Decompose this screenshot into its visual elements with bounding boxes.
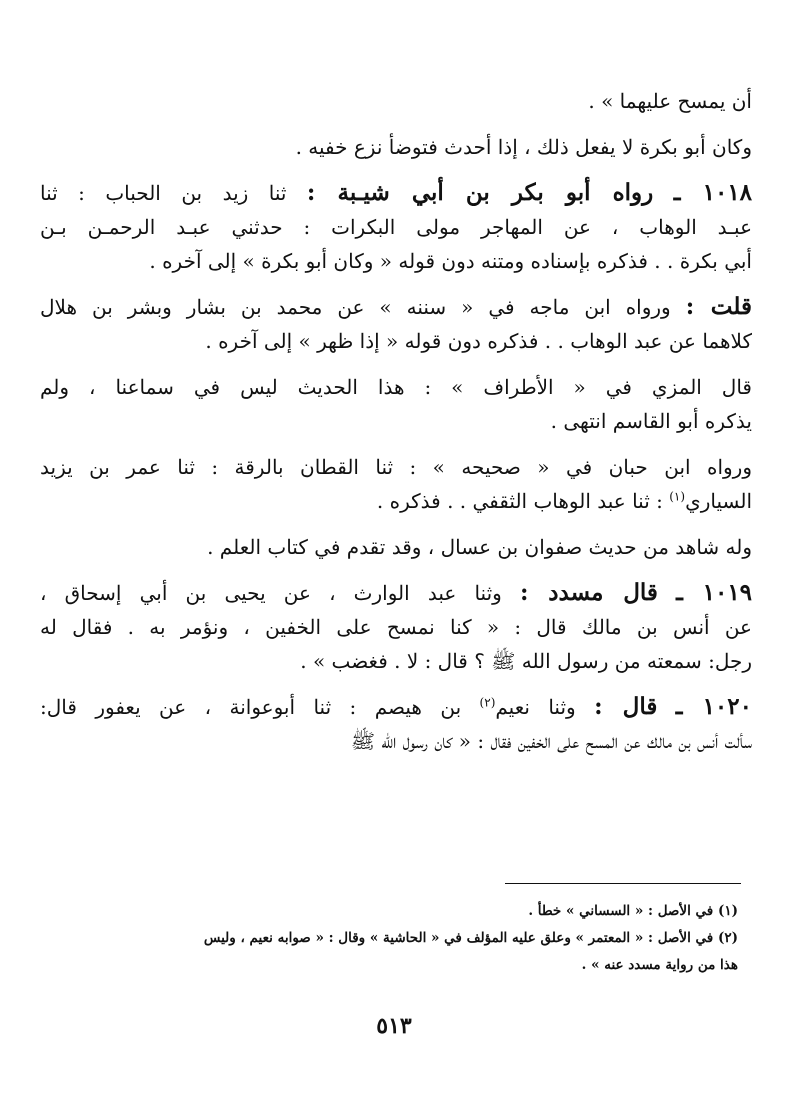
page-body	[40, 84, 752, 758]
text-line-1: أن يمسح عليهما » .	[588, 89, 752, 113]
text-line-8: قال المزي في « الأطراف » : هذا الحديث ليس في سماعنا ، ولم	[40, 375, 752, 399]
hadith-1019-rest: وثنا عبد الوارث ، عن يحيى بن أبي إسحاق ،	[40, 581, 502, 605]
text-line-10: ورواه ابن حبان في « صحيحه » : ثنا القطان بالرقة : ثنا عمر بن يزيد	[40, 455, 752, 479]
text-line-15: رجل: سمعته من رسول الله ﷺ ؟ قال : لا . فغضب » .	[300, 649, 752, 673]
text-line-17: سألت أنس بن مالك عن المسح على الخفين فقال : « كان رسول الله ﷺ	[350, 729, 752, 753]
hadith-number-1019: ١٠١٩ ـ	[676, 579, 752, 606]
page-number: ٥١٣	[376, 1013, 412, 1039]
text-line-5: أبي بكرة . . فذكره بإسناده ومتنه دون قوله « وكان أبو بكرة » إلى آخره .	[149, 249, 752, 273]
qult-line	[40, 290, 752, 324]
hadith-1019-heading-line	[40, 576, 752, 610]
hadith-1020-heading-line	[40, 690, 752, 724]
hadith-1019-lead: قال مسدد :	[519, 579, 658, 606]
sayyari-word: السياري	[685, 489, 752, 513]
text-line-4: عبـد الوهاب ، عن المهاجر مولى البكرات : حدثني عبـد الرحمـن بـن	[40, 215, 752, 239]
hadith-1018-heading-line	[40, 176, 752, 210]
footnote-ref-1: (١)	[669, 489, 686, 504]
hadith-number-1018: ١٠١٨ ـ	[673, 179, 752, 206]
text-line-11-rest: : ثنا عبد الوهاب الثقفي . . فذكره .	[376, 489, 663, 513]
text-line-7: كلاهما عن عبد الوهاب . . فذكره دون قوله « إذا ظهر » إلى آخره .	[205, 329, 752, 353]
hadith-1020-rest-a: وثنا نعيم	[495, 695, 576, 719]
hadith-1020-lead: قال :	[594, 693, 658, 720]
footnote-1: (١) في الأصل : « السساني » خطأ .	[528, 903, 738, 919]
text-line-12: وله شاهد من حديث صفوان بن عسال ، وقد تقدم في كتاب العلم .	[207, 535, 752, 559]
footnote-ref-2: (٢)	[479, 695, 496, 710]
text-line-11	[40, 484, 752, 518]
hadith-1018-lead: رواه أبو بكر بن أبي شيـبة :	[306, 179, 654, 206]
hadith-1020-rest-b: بن هيصم : ثنا أبوعوانة ، عن يعفور قال:	[40, 695, 462, 719]
footnote-2-line-2: هذا من رواية مسدد عنه » .	[581, 957, 738, 973]
text-line-14: عن أنس بن مالك قال : « كنا نمسح على الخفين ، ونؤمر به . فقال له	[40, 615, 752, 639]
qult-word: قلت :	[685, 293, 752, 320]
hadith-1018-rest: ثنا زيد بن الحباب : ثنا	[40, 181, 287, 205]
text-line-2: وكان أبو بكرة لا يفعل ذلك ، إذا أحدث فتوضأ نزع خفيه .	[295, 135, 752, 159]
qult-rest: ورواه ابن ماجه في « سننه » عن محمد بن بشار وبشر بن هلال	[40, 295, 671, 319]
footnotes	[150, 898, 738, 979]
footnote-2-line-1: (٢) في الأصل : « المعتمر » وعلق عليه المؤلف في « الحاشية » وقال : « صوابه نعيم ، وليس	[203, 930, 738, 946]
text-line-9: يذكره أبو القاسم انتهى .	[550, 409, 752, 433]
hadith-number-1020: ١٠٢٠ ـ	[675, 693, 752, 720]
footnote-divider	[505, 883, 741, 884]
